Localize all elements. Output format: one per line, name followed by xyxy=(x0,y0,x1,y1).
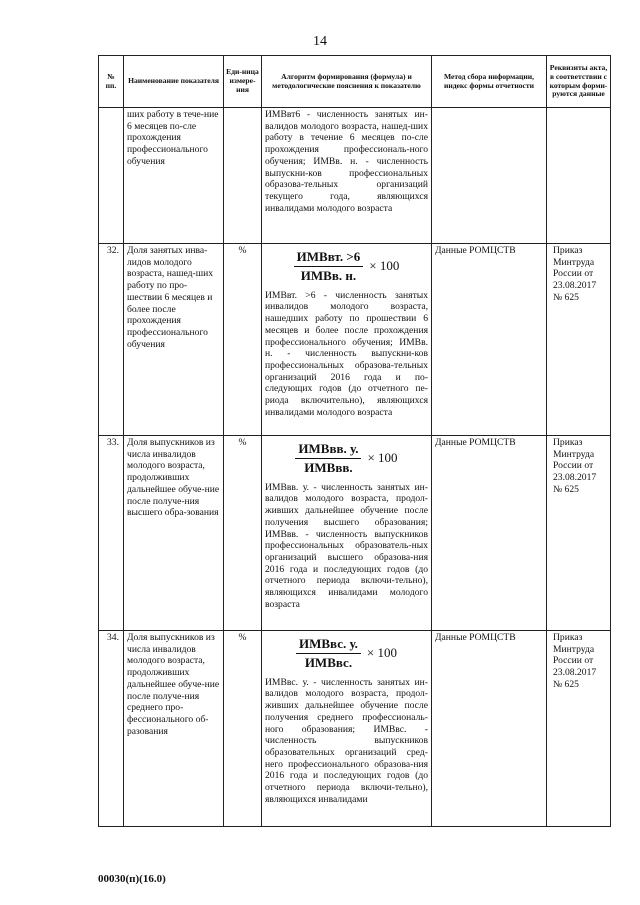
row-algorithm-cell xyxy=(262,244,432,436)
header-requisites: Реквизиты акта, в соответствии с которым форми-руются данные xyxy=(547,56,611,108)
header-unit: Еди-ница измере-ния xyxy=(224,56,262,108)
fraction xyxy=(296,636,361,671)
formula-numerator: ИМВвс. у. xyxy=(296,636,361,654)
formula-definitions: ИМВвв. у. - численность занятых ин-валидов молодого возраста, продол-живших дальнейшее обучение после получения высшего образования; ИМВвв. - численность выпускников профессиональных образователь-ных организаций высшего образова-ния 2016 года и последующих годов (до отчетного периода включи-тельно), являющихся инвалидами молодого возраста xyxy=(265,481,428,610)
formula xyxy=(265,441,428,476)
table-header-row xyxy=(99,56,611,108)
header-method: Метод сбора информации, индекс формы отчетности xyxy=(432,56,547,108)
page-number: 14 xyxy=(313,34,327,49)
row-method-cell: Данные РОМЦСТВ xyxy=(432,436,547,631)
formula-denominator: ИМВвс. xyxy=(304,654,353,670)
row-num-cell: 34. xyxy=(99,631,124,827)
formula-numerator: ИМВвт. >6 xyxy=(294,249,364,267)
row-requisites-cell: Приказ Минтруда России от 23.08.2017 № 625 xyxy=(547,436,611,631)
row-definitions-cell: ИМВвт6 - численность занятых ин-валидов молодого возраста, нашед-ших работу в течение 6 месяцев по-сле прохождения профессиональ-ного обучения; ИМВв. н. - численность выпускни-ков профессиональных образова-тельных организаций текущего года, являющихся инвалидами молодого возраста xyxy=(262,108,432,244)
header-name: Наименование показателя xyxy=(124,56,224,108)
row-method-cell: Данные РОМЦСТВ xyxy=(432,244,547,436)
table-row-33 xyxy=(99,436,611,631)
row-unit-cell: % xyxy=(224,244,262,436)
table-row-continuation xyxy=(99,108,611,244)
formula-definitions: ИМВвс. у. - численность занятых ин-валидов молодого возраста, продол-живших дальнейшее обучение после получения среднего профессиональ-ного образования; ИМВвс. - численность выпускников образовательных организаций сред-него профессионального образова-ния 2016 года и последующих годов (до отчетного периода включи-тельно), являющихся инвалидами xyxy=(265,676,428,805)
table-row-32 xyxy=(99,244,611,436)
row-num-cell: 33. xyxy=(99,436,124,631)
row-requisites-cell: Приказ Минтруда России от 23.08.2017 № 625 xyxy=(547,631,611,827)
row-requisites-cell: Приказ Минтруда России от 23.08.2017 № 625 xyxy=(547,244,611,436)
row-method-cell: Данные РОМЦСТВ xyxy=(432,631,547,827)
formula-numerator: ИМВвв. у. xyxy=(295,441,361,459)
row-unit-cell: % xyxy=(224,631,262,827)
row-algorithm-cell xyxy=(262,631,432,827)
row-num-cell: 32. xyxy=(99,244,124,436)
formula-definitions: ИМВвт. >6 - численность занятых инвалидов молодого возраста, нашедших работу по прошествии 6 месяцев и более после прохождения профессионального обучения; ИМВв. н. - численность выпускни-ков профессиональных образова-тельных организаций 2016 года и по-следующих годов (до отчетного пе-риода включительно), являющихся инвалидами молодого возраста xyxy=(265,289,428,418)
row-name-cell: Доля занятых инва-лидов молодого возраста, нашед-ших работу по про-шествии 6 месяцев и более после прохождения профессионального обучения xyxy=(124,244,224,436)
formula-multiplier: × 100 xyxy=(367,450,398,466)
row-method-cell xyxy=(432,108,547,244)
formula xyxy=(265,636,428,671)
fraction xyxy=(295,441,361,476)
header-algorithm: Алгоритм формирования (формула) и методологические пояснения к показателю xyxy=(262,56,432,108)
table-row-34 xyxy=(99,631,611,827)
header-num: № пп. xyxy=(99,56,124,108)
formula-denominator: ИМВв. н. xyxy=(300,267,357,283)
row-unit-cell xyxy=(224,108,262,244)
formula-multiplier: × 100 xyxy=(369,258,400,274)
indicators-table xyxy=(98,55,611,827)
row-name-cell: ших работу в тече-ние 6 месяцев по-сле прохождения профессионального обучения xyxy=(124,108,224,244)
row-num-cell xyxy=(99,108,124,244)
row-unit-cell: % xyxy=(224,436,262,631)
formula-denominator: ИМВвв. xyxy=(304,459,353,475)
row-name-cell: Доля выпускников из числа инвалидов молодого возраста, продолживших дальнейшее обуче-ние после получе-ния высшего обра-зования xyxy=(124,436,224,631)
formula-multiplier: × 100 xyxy=(366,645,398,661)
fraction xyxy=(294,249,364,284)
document-code: 00030(п)(16.0) xyxy=(98,873,166,885)
row-requisites-cell xyxy=(547,108,611,244)
row-name-cell: Доля выпускников из числа инвалидов молодого возраста, продолживших дальнейшее обуче-ние после получе-ния среднего про-фессионального об-разования xyxy=(124,631,224,827)
formula xyxy=(265,249,428,284)
row-algorithm-cell xyxy=(262,436,432,631)
